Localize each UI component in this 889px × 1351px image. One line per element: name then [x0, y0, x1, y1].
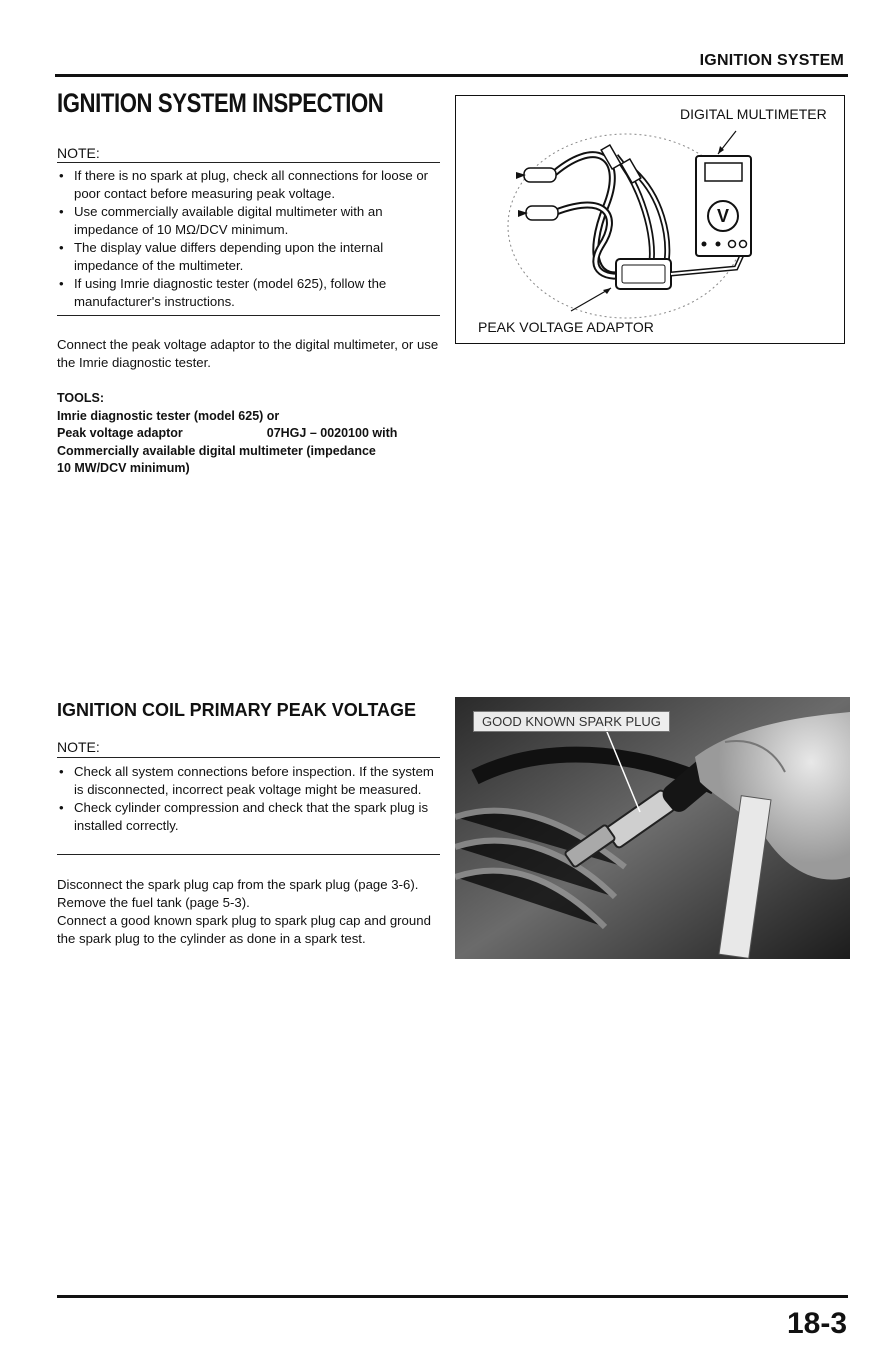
- label-good-known-spark-plug: GOOD KNOWN SPARK PLUG: [473, 711, 670, 732]
- clip-icon: [516, 168, 558, 220]
- note-item: • Check all system connections before inspection. If the system is disconnected, incorrect peak voltage might be measured.: [57, 763, 440, 799]
- note-item: • Use commercially available digital multimeter with an impedance of 10 MΩ/DCV minimum.: [57, 203, 440, 239]
- instruction-line: Disconnect the spark plug cap from the spark plug (page 3-6).: [57, 877, 419, 892]
- label-peak-voltage-adaptor: PEAK VOLTAGE ADAPTOR: [478, 319, 654, 335]
- header-rule: [55, 74, 848, 77]
- spark-plug-photo: [455, 697, 850, 959]
- note-bottom-rule: [57, 854, 440, 855]
- running-header: IGNITION SYSTEM: [699, 52, 844, 69]
- section-title-coil: IGNITION COIL PRIMARY PEAK VOLTAGE: [57, 700, 417, 720]
- note-bottom-rule: [57, 315, 440, 316]
- footer-rule: [57, 1295, 848, 1298]
- tools-line: Imrie diagnostic tester (model 625) or: [57, 408, 280, 423]
- multimeter-illustration: [456, 96, 844, 343]
- instruction-line: Remove the fuel tank (page 5-3).: [57, 895, 250, 910]
- note-item: • The display value differs depending upon the internal impedance of the multimeter.: [57, 239, 440, 275]
- multimeter-figure: [455, 95, 845, 344]
- note-label: NOTE:: [57, 739, 100, 755]
- page-title: IGNITION SYSTEM INSPECTION: [57, 88, 384, 118]
- voltage-symbol: V: [716, 206, 729, 226]
- engine-photo: [455, 697, 850, 959]
- inspection-notes: [57, 167, 440, 311]
- note-top-rule: [57, 162, 440, 163]
- tool-name: Peak voltage adaptor: [57, 426, 183, 440]
- instruction-line: Connect a good known spark plug to spark plug cap and ground the spark plug to the cylinder as done in a spark test.: [57, 913, 431, 946]
- note-top-rule: [57, 757, 440, 758]
- coil-notes: [57, 763, 440, 835]
- tools-label: TOOLS:: [57, 391, 104, 405]
- tools-line: [57, 425, 447, 443]
- tools-line: 10 MW/DCV minimum): [57, 461, 190, 475]
- page-number: 18-3: [786, 1307, 847, 1340]
- note-label: NOTE:: [57, 145, 100, 161]
- tools-line: Commercially available digital multimeter (impedance: [57, 443, 376, 458]
- tool-code: 07HGJ – 0020100 with: [266, 426, 398, 440]
- note-item: • Check cylinder compression and check that the spark plug is installed correctly.: [57, 799, 440, 835]
- note-item: • If there is no spark at plug, check all connections for loose or poor contact before measuring peak voltage.: [57, 167, 440, 203]
- coil-instructions: [57, 876, 442, 948]
- note-item: • If using Imrie diagnostic tester (model 625), follow the manufacturer's instructions.: [57, 275, 440, 311]
- tools-list: [57, 390, 447, 478]
- label-digital-multimeter: DIGITAL MULTIMETER: [680, 106, 827, 122]
- connect-instructions: Connect the peak voltage adaptor to the digital multimeter, or use the Imrie diagnostic tester.: [57, 337, 439, 370]
